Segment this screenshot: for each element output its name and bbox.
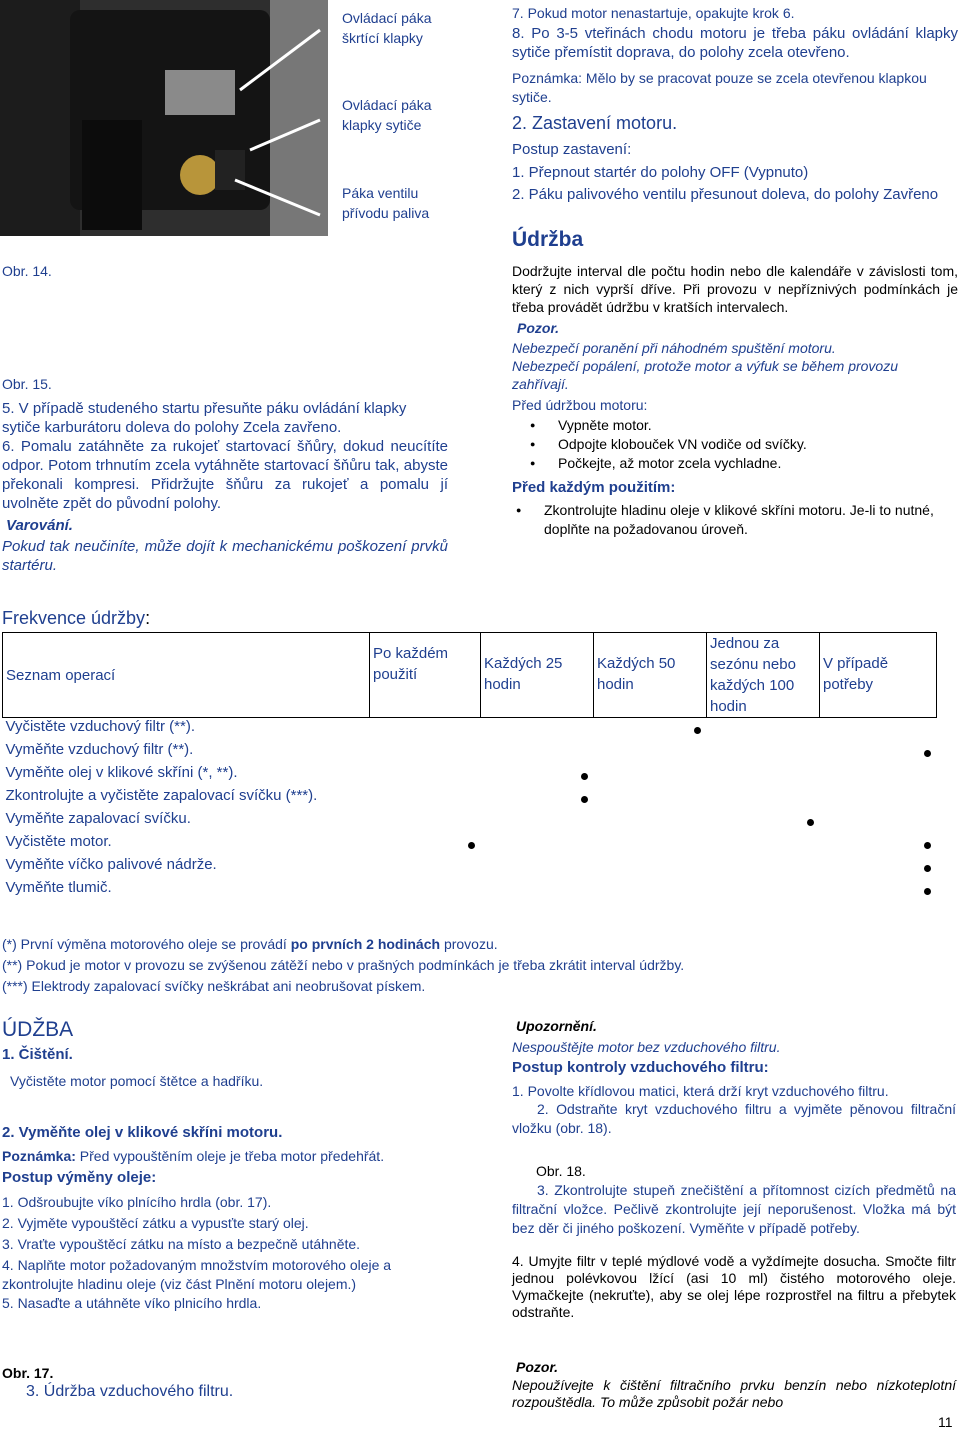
air-step-4: 4. Umyjte filtr v teplé mýdlové vodě a vyždímejte dosucha. Smočte filtr jednou polévkovou lžící (asi 10 ml) čistého motorového oleje. Vymačkejte (nekruťte), aby se olej lépe rozprostřel na filtru a přebytek odstraňte. bbox=[512, 1253, 956, 1320]
table-row bbox=[3, 810, 937, 833]
air-warning-title: Upozornění. bbox=[516, 1018, 597, 1034]
list-item: ● Odpojte klobouček VN vodiče od svíčky. bbox=[510, 435, 956, 453]
list-item: ● Počkejte, až motor zcela vychladne. bbox=[510, 454, 956, 472]
oil-step-1: 1. Odšroubujte víko plnícího hrdla (obr. 17). bbox=[2, 1194, 272, 1210]
figure-15-label: Obr. 15. bbox=[2, 376, 52, 392]
footnote-1-c: provozu. bbox=[440, 936, 498, 952]
before-each-use-bullet: ● Zkontrolujte hladinu oleje v klikové skříni motoru. Je-li to nutné, doplňte na požadovanou úroveň. bbox=[496, 501, 960, 539]
header-operations bbox=[3, 633, 370, 718]
warning-title: Varování. bbox=[6, 517, 73, 534]
table-row bbox=[3, 856, 937, 879]
interval-cell bbox=[820, 833, 937, 856]
interval-cell bbox=[707, 764, 820, 787]
interval-cell bbox=[481, 856, 594, 879]
table-body bbox=[3, 718, 937, 903]
oil-note-label: Poznámka: bbox=[2, 1148, 76, 1164]
bullet-mark bbox=[924, 842, 931, 849]
oil-procedure-title: Postup výměny oleje: bbox=[2, 1169, 157, 1186]
bullet-mark bbox=[807, 819, 814, 826]
footnote-1-a: (*) První výměna motorového oleje se provádí bbox=[2, 936, 291, 952]
maintenance-frequency-title-colon: : bbox=[145, 608, 151, 628]
operation-cell: Zkontrolujte a vyčistěte zapalovací svíčku (***). bbox=[5, 787, 318, 804]
page-number: 11 bbox=[938, 1414, 953, 1430]
interval-cell bbox=[481, 879, 594, 902]
air-filter-heading: 3. Údržba vzduchového filtru. bbox=[26, 1383, 234, 1400]
figure-17-label: Obr. 17. bbox=[2, 1365, 54, 1381]
figure-14-label: Obr. 14. bbox=[2, 263, 52, 279]
air-caution-text: Nepoužívejte k čištění filtračního prvku benzín nebo nízkoteplotní rozpouštědla. To může způsobit požár nebo bbox=[512, 1377, 956, 1410]
caution-title: Pozor. bbox=[517, 320, 560, 336]
before-maintenance-title: Před údržbou motoru: bbox=[512, 397, 648, 413]
air-warning-text: Nespouštějte motor bez vzduchového filtru. bbox=[512, 1039, 781, 1055]
footnote-1-b: po prvních 2 hodinách bbox=[290, 936, 441, 952]
interval-cell bbox=[594, 856, 707, 879]
table-row bbox=[3, 741, 937, 764]
interval-cell bbox=[820, 718, 937, 742]
footnote-3: (***) Elektrody zapalovací svíčky neškrábat ani neobrušovat pískem. bbox=[2, 978, 426, 994]
operation-cell: Vyčistěte vzduchový filtr (**). bbox=[5, 718, 195, 735]
cleaning-heading: 1. Čištění. bbox=[2, 1046, 73, 1063]
interval-cell bbox=[370, 741, 481, 764]
interval-cell bbox=[481, 718, 594, 742]
oil-step-3: 3. Vraťte vypouštěcí zátku na místo a bezpečně utáhněte. bbox=[2, 1236, 361, 1252]
bullet-mark bbox=[468, 842, 475, 849]
bullet-mark bbox=[581, 773, 588, 780]
operation-cell: Vyměňte zapalovací svíčku. bbox=[5, 810, 191, 827]
interval-cell bbox=[594, 787, 707, 810]
maintenance-frequency-title-text: Frekvence údržby bbox=[2, 608, 146, 628]
engine-photo bbox=[0, 0, 328, 236]
bullet-mark bbox=[924, 888, 931, 895]
list-item: ● Vypněte motor. bbox=[510, 416, 956, 434]
bullet-mark bbox=[581, 796, 588, 803]
interval-cell bbox=[594, 810, 707, 833]
interval-cell bbox=[707, 810, 820, 833]
choke-note: Poznámka: Mělo by se pracovat pouze se zcela otevřenou klapkou sytiče. bbox=[512, 70, 927, 105]
interval-cell bbox=[370, 810, 481, 833]
interval-cell bbox=[594, 718, 707, 742]
operation-cell: Vyměňte vzduchový filtr (**). bbox=[5, 741, 194, 758]
caution-injury: Nebezpečí poranění při náhodném spuštění motoru. bbox=[512, 340, 836, 356]
interval-cell bbox=[820, 810, 937, 833]
interval-cell bbox=[820, 856, 937, 879]
stop-procedure-title: Postup zastavení: bbox=[512, 141, 632, 158]
interval-cell bbox=[820, 741, 937, 764]
footnote-1 bbox=[2, 935, 498, 953]
stop-engine-heading: 2. Zastavení motoru. bbox=[512, 113, 678, 133]
maintenance-section-heading: ÚDŽBA bbox=[2, 1018, 74, 1041]
air-filter-procedure-title: Postup kontroly vzduchového filtru: bbox=[512, 1059, 769, 1076]
interval-cell bbox=[707, 741, 820, 764]
bullet-mark bbox=[924, 865, 931, 872]
stop-step-1: 1. Přepnout startér do polohy OFF (Vypnuto) bbox=[512, 164, 809, 181]
interval-cell bbox=[370, 856, 481, 879]
interval-cell bbox=[370, 833, 481, 856]
air-step-1: 1. Povolte křídlovou matici, která drží kryt vzduchového filtru. bbox=[512, 1083, 889, 1099]
interval-cell bbox=[370, 764, 481, 787]
interval-cell bbox=[594, 741, 707, 764]
step-6: 6. Pomalu zatáhněte za rukojeť startovací šňůry, dokud neucítíte odpor. Potom trhnutím zcela vytáhněte startovací šňůru tak, abyste překonali kompresi. Přidržujte šňůru za rukojeť a pomalu jí uvolněte zpět do původní polohy. bbox=[2, 438, 448, 512]
oil-step-2: 2. Vyjměte vypouštěcí zátku a vypusťte starý olej. bbox=[2, 1215, 309, 1231]
maintenance-table bbox=[2, 632, 937, 902]
step-7: 7. Pokud motor nenastartuje, opakujte krok 6. bbox=[512, 5, 795, 21]
callout-fuel-valve-lever: Páka ventilu přívodu paliva bbox=[342, 185, 430, 221]
header-season-100-hours bbox=[707, 633, 820, 718]
interval-cell bbox=[707, 787, 820, 810]
table-row bbox=[3, 787, 937, 810]
step-8: 8. Po 3-5 vteřinách chodu motoru je třeba páku ovládání klapky sytiče přemístit doprava, do polohy zcela otevřeno. bbox=[512, 25, 958, 61]
bullet-mark bbox=[924, 750, 931, 757]
operation-cell: Vyměňte víčko palivové nádrže. bbox=[5, 856, 217, 873]
interval-cell bbox=[594, 833, 707, 856]
interval-cell bbox=[820, 787, 937, 810]
interval-cell bbox=[594, 879, 707, 902]
table-row bbox=[3, 764, 937, 787]
interval-cell bbox=[594, 764, 707, 787]
figure-18-label: Obr. 18. bbox=[536, 1163, 586, 1179]
caution-burn: Nebezpečí popálení, protože motor a výfuk se během provozu zahřívají. bbox=[512, 358, 898, 392]
air-caution-title: Pozor. bbox=[516, 1359, 559, 1375]
callout-choke-lever: Ovládací páka klapky sytiče bbox=[342, 97, 432, 133]
maintenance-text: Dodržujte interval dle počtu hodin nebo dle kalendáře v závislosti tom, který z nich vyprší dříve. Při provozu v nepříznivých podmínkách je třeba provádět údržbu v kratších intervalech. bbox=[512, 263, 958, 315]
bullet-mark bbox=[694, 727, 701, 734]
table-header-row bbox=[3, 633, 937, 718]
interval-cell bbox=[707, 718, 820, 742]
header-as-needed-text: V případě potřeby bbox=[823, 655, 889, 693]
oil-step-5: 5. Nasaďte a utáhněte víko plnicího hrdla. bbox=[2, 1295, 262, 1311]
stop-step-2: 2. Páku palivového ventilu přesunout doleva, do polohy Zavřeno bbox=[512, 186, 939, 203]
table-row bbox=[3, 879, 937, 902]
interval-cell bbox=[707, 833, 820, 856]
operation-cell: Vyčistěte motor. bbox=[5, 833, 112, 850]
header-50-hours-text: Každých 50 hodin bbox=[597, 655, 676, 693]
interval-cell bbox=[707, 856, 820, 879]
step-5: 5. V případě studeného startu přesuňte páku ovládání klapky sytiče karburátoru doleva do polohy Zcela zavřeno. bbox=[2, 400, 407, 436]
oil-change-heading: 2. Vyměňte olej v klikové skříni motoru. bbox=[2, 1124, 283, 1141]
header-50-hours bbox=[594, 633, 707, 718]
header-season-100-hours-text: Jednou za sezónu nebo každých 100 hodin bbox=[710, 635, 796, 715]
header-after-each-use bbox=[370, 633, 481, 718]
interval-cell bbox=[481, 810, 594, 833]
interval-cell bbox=[370, 879, 481, 902]
header-25-hours bbox=[481, 633, 594, 718]
before-maintenance-list bbox=[510, 416, 956, 472]
cleaning-text: Vyčistěte motor pomocí štětce a hadříku. bbox=[10, 1073, 264, 1089]
table-row bbox=[3, 718, 937, 742]
header-operations-text: Seznam operací bbox=[6, 666, 116, 684]
operation-cell: Vyměňte olej v klikové skříni (*, **). bbox=[5, 764, 238, 781]
maintenance-frequency-title bbox=[2, 608, 150, 629]
interval-cell bbox=[370, 718, 481, 742]
footnote-2: (**) Pokud je motor v provozu se zvýšenou zátěží nebo v prašných podmínkách je třeba zkrátit interval údržby. bbox=[2, 957, 685, 973]
header-after-each-use-text: Po každém použití bbox=[373, 645, 449, 683]
maintenance-heading: Údržba bbox=[512, 228, 584, 251]
engine-photo-drawing bbox=[0, 0, 328, 236]
oil-note-text: Před vypouštěním oleje je třeba motor předehřát. bbox=[75, 1148, 385, 1164]
air-step-3: 3. Zkontrolujte stupeň znečištění a přítomnost cizích předmětů na filtrační vložce. Pečlivě zkontrolujte její neporušenost. Vložka má být bez děr či jiného poškození. Vyměňte v případě potřeby. bbox=[512, 1182, 956, 1236]
table-row bbox=[3, 833, 937, 856]
interval-cell bbox=[481, 787, 594, 810]
interval-cell bbox=[707, 879, 820, 902]
interval-cell bbox=[481, 833, 594, 856]
interval-cell bbox=[370, 787, 481, 810]
before-each-use-title: Před každým použitím: bbox=[512, 479, 676, 496]
callout-throttle-lever: Ovládací páka škrtící klapky bbox=[342, 10, 432, 46]
interval-cell bbox=[481, 764, 594, 787]
header-as-needed bbox=[820, 633, 937, 718]
interval-cell bbox=[820, 879, 937, 902]
interval-cell bbox=[481, 741, 594, 764]
warning-text: Pokud tak neučiníte, může dojít k mechanickému poškození prvků startéru. bbox=[2, 538, 448, 574]
operation-cell: Vyměňte tlumič. bbox=[5, 879, 112, 896]
oil-step-4: 4. Naplňte motor požadovaným množstvím motorového oleje a zkontrolujte hladinu oleje (viz část Plnění motoru olejem.) bbox=[2, 1257, 392, 1292]
air-step-2: 2. Odstraňte kryt vzduchového filtru a vyjměte pěnovou filtrační vložku (obr. 18). bbox=[512, 1101, 956, 1136]
oil-note bbox=[2, 1147, 384, 1165]
header-25-hours-text: Každých 25 hodin bbox=[484, 655, 563, 693]
interval-cell bbox=[820, 764, 937, 787]
